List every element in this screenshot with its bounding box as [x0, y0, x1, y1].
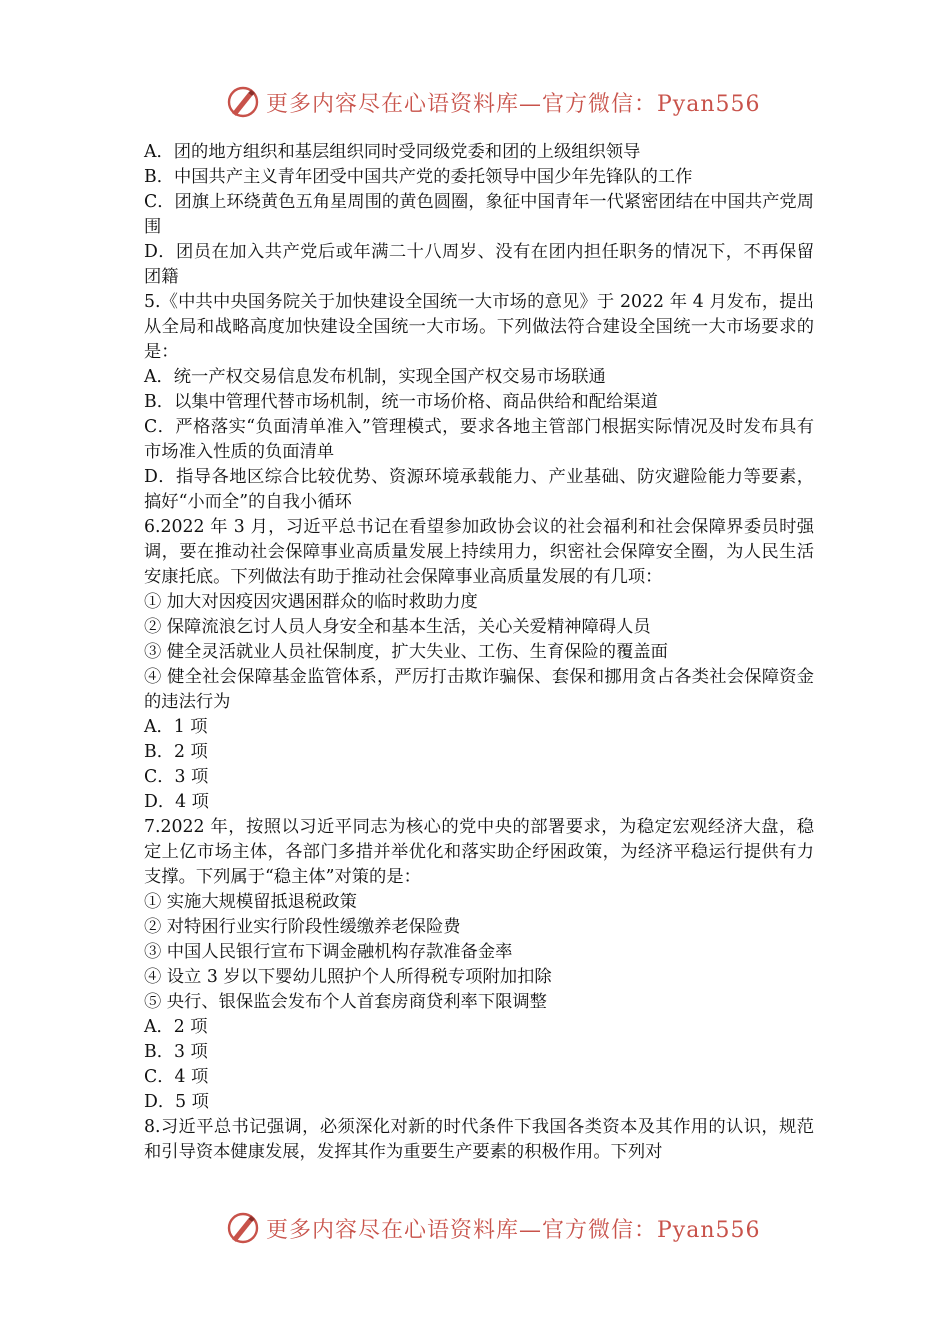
- text-line: ⑤ 央行、银保监会发布个人首套房商贷利率下限调整: [144, 992, 547, 1012]
- question-8: 8.习近平总书记强调，必须深化对新的时代条件下我国各类资本及其作用的认识，规范和引导资本健康发展，发挥其作为重要生产要素的积极作用。下列对: [144, 1117, 814, 1162]
- text-line: B．3 项: [144, 1042, 208, 1062]
- header-banner: [226, 82, 761, 122]
- question-7: 7.2022 年，按照以习近平同志为核心的党中央的部署要求，为稳定宏观经济大盘，稳定上亿市场主体，各部门多措并举优化和落实助企纾困政策，为经济平稳运行提供有力支撑。下列属于“稳主体”对策的是：: [144, 817, 814, 887]
- text-line: D．4 项: [144, 792, 209, 812]
- footer-banner: [226, 1208, 761, 1248]
- text-line: ④ 设立 3 岁以下婴幼儿照护个人所得税专项附加扣除: [144, 967, 552, 987]
- text-line: B．中国共产主义青年团受中国共产党的委托领导中国少年先锋队的工作: [144, 167, 693, 187]
- text-line: ③ 中国人民银行宣布下调金融机构存款准备金率: [144, 942, 513, 962]
- pen-logo-icon: [226, 1211, 260, 1245]
- text-line: D．5 项: [144, 1092, 209, 1112]
- text-line: C．4 项: [144, 1067, 209, 1087]
- text-line: D．团员在加入共产党后或年满二十八周岁、没有在团内担任职务的情况下，不再保留团籍: [144, 242, 814, 287]
- banner-text: 更多内容尽在心语资料库—官方微信：Pyan556: [266, 91, 761, 117]
- text-line: ④ 健全社会保障基金监管体系，严厉打击欺诈骗保、套保和挪用贪占各类社会保障资金的违法行为: [144, 667, 814, 712]
- banner-text: 更多内容尽在心语资料库—官方微信：Pyan556: [266, 1217, 761, 1243]
- text-line: D．指导各地区综合比较优势、资源环境承载能力、产业基础、防灾避险能力等要素，搞好“小而全”的自我小循环: [144, 467, 814, 512]
- text-line: A．团的地方组织和基层组织同时受同级党委和团的上级组织领导: [144, 142, 641, 162]
- text-line: A．统一产权交易信息发布机制，实现全国产权交易市场联通: [144, 367, 606, 387]
- text-line: C．严格落实“负面清单准入”管理模式，要求各地主管部门根据实际情况及时发布具有市场准入性质的负面清单: [144, 417, 814, 462]
- text-line: ② 保障流浪乞讨人员人身安全和基本生活，关心关爱精神障碍人员: [144, 617, 651, 637]
- text-line: A．2 项: [144, 1017, 208, 1037]
- question-6: 6.2022 年 3 月，习近平总书记在看望参加政协会议的社会福利和社会保障界委员时强调，要在推动社会保障事业高质量发展上持续用力，织密社会保障安全圈，为人民生活安康托底。下列做法有助于推动社会保障事业高质量发展的有几项：: [144, 517, 814, 587]
- text-line: ② 对特困行业实行阶段性缓缴养老保险费: [144, 917, 461, 937]
- text-line: ① 加大对因疫因灾遇困群众的临时救助力度: [144, 592, 478, 612]
- text-line: B．2 项: [144, 742, 208, 762]
- text-line: C．团旗上环绕黄色五角星周围的黄色圆圈，象征中国青年一代紧密团结在中国共产党周围: [144, 192, 814, 237]
- pen-logo-icon: [226, 85, 260, 119]
- question-5: 5.《中共中央国务院关于加快建设全国统一大市场的意见》于 2022 年 4 月发布，提出从全局和战略高度加快建设全国统一大市场。下列做法符合建设全国统一大市场要求的是：: [144, 292, 814, 362]
- text-line: ③ 健全灵活就业人员社保制度，扩大失业、工伤、生育保险的覆盖面: [144, 642, 668, 662]
- text-line: B．以集中管理代替市场机制，统一市场价格、商品供给和配给渠道: [144, 392, 658, 412]
- text-line: ① 实施大规模留抵退税政策: [144, 892, 357, 912]
- text-line: C．3 项: [144, 767, 209, 787]
- text-line: A．1 项: [144, 717, 208, 737]
- exam-text: [144, 140, 814, 1165]
